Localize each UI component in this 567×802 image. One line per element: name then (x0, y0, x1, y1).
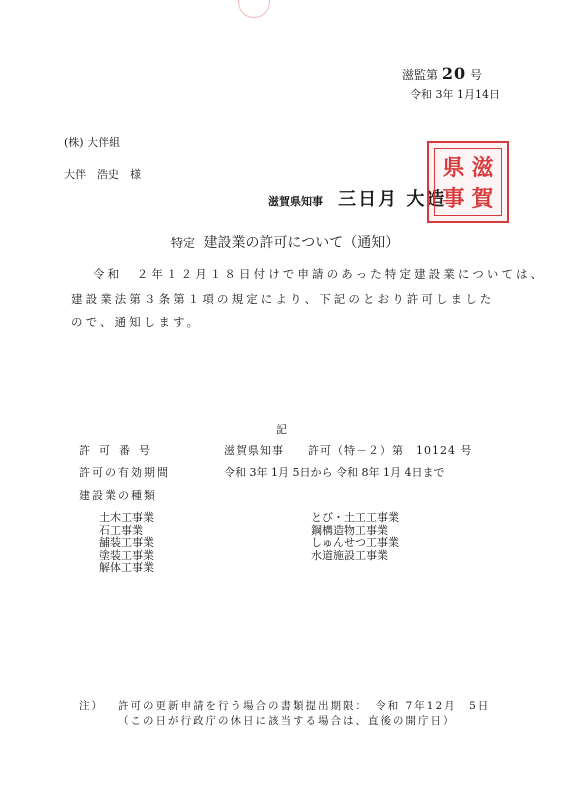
note-line-1: 許可の更新申請を行う場合の書類提出期限： 令和 7年12月 5日 (118, 700, 491, 712)
ki-heading: 記 (276, 423, 287, 436)
top-stamp-mark (238, 0, 270, 18)
kind-item: 水道施設工事業 (311, 548, 388, 562)
validity-value: 令和 3年 1月 5日から 令和 8年 1月 4日まで (224, 466, 445, 479)
doc-number-suffix: 号 (469, 68, 482, 82)
kind-item: 塗装工事業 (99, 548, 154, 562)
note-line-2: （この日が行政庁の休日に該当する場合は、直後の開庁日） (118, 715, 456, 727)
issuer-name: 三日月 大造 (338, 189, 447, 210)
official-seal (427, 141, 509, 223)
doc-number-prefix: 滋監第 (402, 68, 439, 82)
kind-item: 舗装工事業 (99, 536, 154, 549)
permit-number-value: 滋賀県知事 許可（特－２）第 10124 号 (224, 444, 473, 457)
subject-title (171, 232, 399, 252)
kind-item: しゅんせつ工事業 (311, 536, 399, 549)
issuer-block (268, 185, 446, 211)
recipient-person: 大伴 浩史 様 (64, 168, 141, 181)
document-date: 令和 3年 1月14日 (410, 88, 500, 101)
kind-item: とび・土工工事業 (311, 511, 399, 524)
kind-item: 石工事業 (99, 523, 143, 537)
kinds-right-list (311, 512, 399, 562)
body-line-2: 建設業法第３条第１項の規定により、下記のとおり許可しました (71, 292, 495, 306)
validity-label: 許可の有効期間 (79, 466, 170, 479)
subject-prefix: 特定 (171, 236, 196, 250)
body-line-3: ので、通知します。 (71, 315, 202, 329)
doc-number-value: 20 (441, 64, 467, 83)
permit-number-label: 許可番号 (79, 444, 159, 457)
recipient-company: (株) 大伴組 (64, 136, 121, 149)
subject-main: 建設業の許可について（通知） (203, 235, 400, 251)
kind-item: 鋼構造物工事業 (311, 523, 388, 537)
kinds-left-list (99, 512, 154, 575)
seal-characters: 県 滋 事 賀 (442, 155, 494, 212)
body-line-1: 令和 ２年１２月１８日付けで申請のあった特定建設業については、 (93, 267, 546, 281)
kinds-label: 建設業の種類 (79, 489, 157, 502)
issuer-title: 滋賀県知事 (268, 195, 323, 208)
document-number (402, 64, 482, 83)
kind-item: 土木工事業 (99, 511, 154, 524)
note-label: 注） (79, 700, 104, 712)
kind-item: 解体工事業 (99, 561, 154, 574)
